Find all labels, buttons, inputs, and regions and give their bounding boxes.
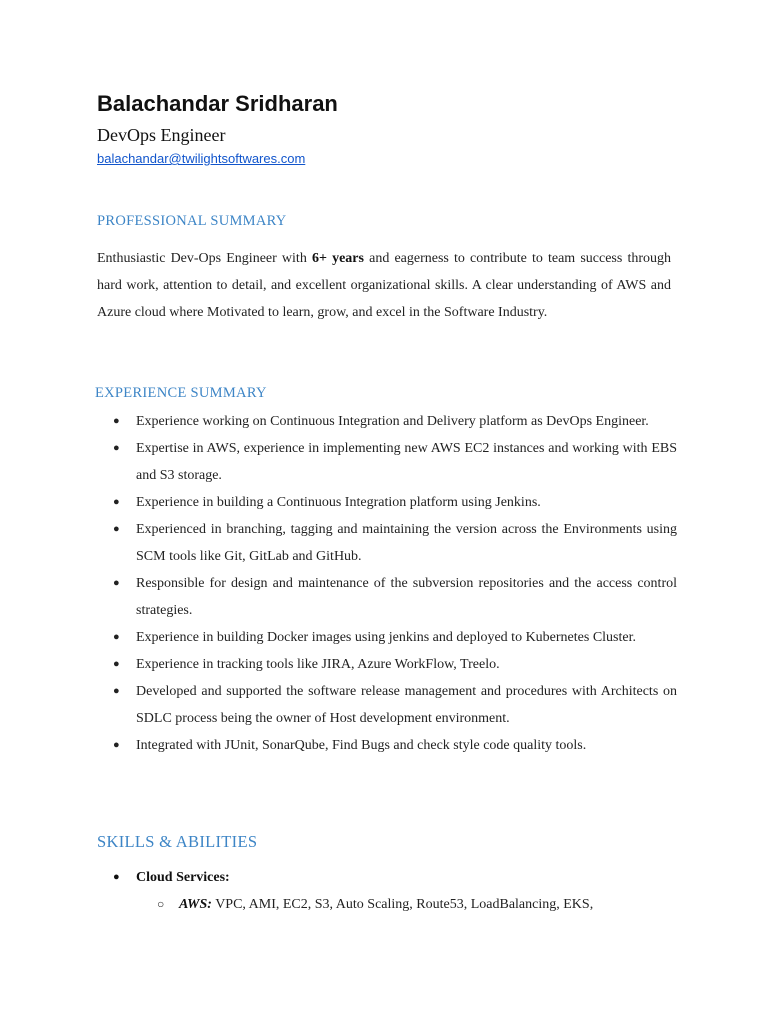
bullet-icon: ● <box>113 577 120 589</box>
experience-item-text: Experience in tracking tools like JIRA, Azure WorkFlow, Treelo. <box>136 657 500 672</box>
bullet-icon: ● <box>113 739 120 751</box>
experience-item-text: Experienced in branching, tagging and maintaining the version across the Environments using SCM tools like Git, GitLab and GitHub. <box>136 522 677 564</box>
summary-text-after: and eagerness to contribute to team success through hard work, attention to detail, and excellent organizational skills. A clear understanding of AWS and Azure cloud where Motivated to learn, grow, and excel in the Software Industry. <box>97 251 671 320</box>
skill-sub-text: VPC, AMI, EC2, S3, Auto Scaling, Route53, LoadBalancing, EKS, <box>211 897 594 912</box>
circle-bullet-icon: ○ <box>157 897 165 911</box>
experience-summary-heading: EXPERIENCE SUMMARY <box>95 385 267 401</box>
experience-item <box>97 435 677 489</box>
experience-item <box>97 570 677 624</box>
skills-heading: SKILLS & ABILITIES <box>97 832 258 851</box>
experience-item <box>97 624 677 651</box>
experience-item <box>97 408 677 435</box>
bullet-icon: ● <box>113 415 120 427</box>
job-title: DevOps Engineer <box>97 125 226 145</box>
experience-item-text: Experience in building a Continuous Integration platform using Jenkins. <box>136 495 541 510</box>
experience-item-text: Integrated with JUnit, SonarQube, Find Bugs and check style code quality tools. <box>136 738 587 753</box>
bullet-icon: ● <box>113 496 120 508</box>
bullet-icon: ● <box>113 523 120 535</box>
professional-summary-text <box>97 245 671 326</box>
bullet-icon: ● <box>113 658 120 670</box>
email-link[interactable]: balachandar@twilightsoftwares.com <box>97 151 306 166</box>
professional-summary-heading: PROFESSIONAL SUMMARY <box>97 213 287 229</box>
experience-item <box>97 732 677 759</box>
experience-list <box>97 408 677 759</box>
experience-item <box>97 489 677 516</box>
bullet-icon: ● <box>113 442 120 454</box>
skill-sub-label: AWS: <box>179 897 212 912</box>
bullet-icon: ● <box>113 871 120 883</box>
candidate-name: Balachandar Sridharan <box>97 91 338 116</box>
bullet-icon: ● <box>113 631 120 643</box>
experience-item <box>97 678 677 732</box>
experience-item-text: Experience in building Docker images using jenkins and deployed to Kubernetes Cluster. <box>136 630 636 645</box>
bullet-icon: ● <box>113 685 120 697</box>
experience-item-text: Developed and supported the software release management and procedures with Architects on SDLC process being the owner of Host development environment. <box>136 684 677 726</box>
experience-item <box>97 516 677 570</box>
summary-highlight: 6+ years <box>311 251 364 266</box>
summary-text-before: Enthusiastic Dev-Ops Engineer with <box>97 251 312 266</box>
experience-item <box>97 651 677 678</box>
skill-category-label: Cloud Services: <box>136 870 230 885</box>
experience-item-text: Responsible for design and maintenance of the subversion repositories and the access control strategies. <box>136 576 677 618</box>
experience-item-text: Experience working on Continuous Integration and Delivery platform as DevOps Engineer. <box>136 414 649 429</box>
experience-item-text: Expertise in AWS, experience in implementing new AWS EC2 instances and working with EBS and S3 storage. <box>136 441 677 483</box>
